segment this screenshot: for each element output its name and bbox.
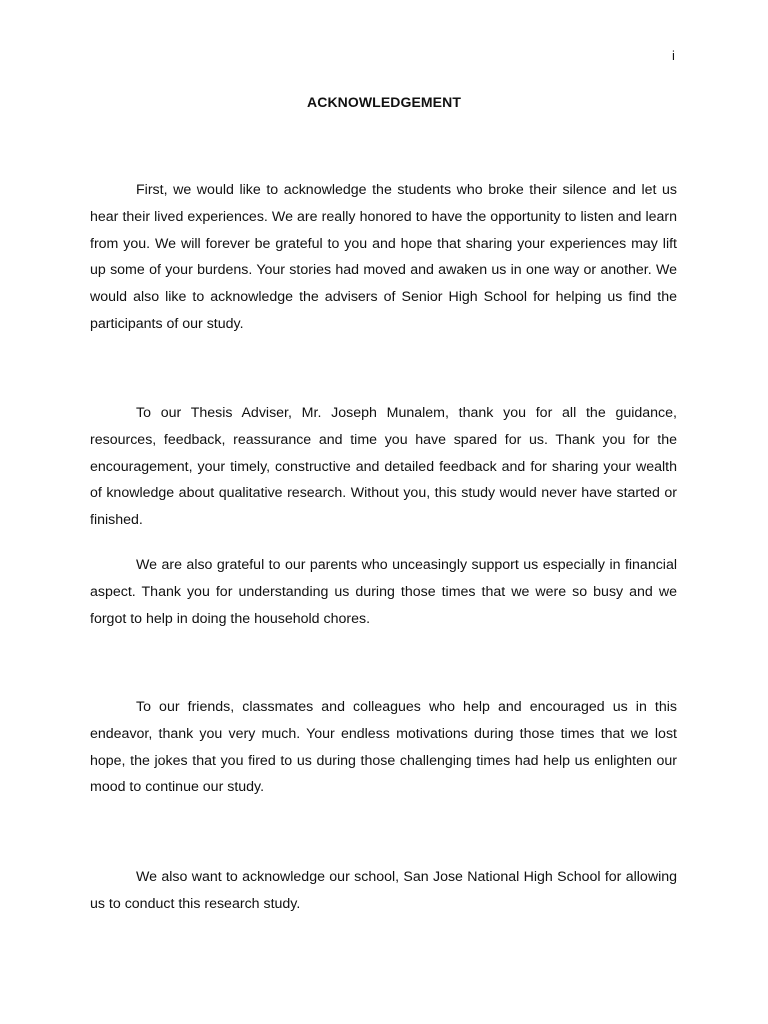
page-title: ACKNOWLEDGEMENT <box>307 94 461 110</box>
page-number: i <box>672 48 675 63</box>
paragraph-parents: We are also grateful to our parents who unceasingly support us especially in financial aspect. Thank you for understanding us during those times that we were so busy and we forgot to help in doing the household chores. <box>90 557 677 627</box>
paragraph-thesis-adviser: To our Thesis Adviser, Mr. Joseph Munalem, thank you for all the guidance, resources, feedback, reassurance and time you have spared for us. Thank you for the encouragement, your timely, constructive and detailed feedback and for sharing your wealth of knowledge about qualitative research. Without you, this study would never have started or finished. <box>90 405 677 529</box>
paragraph-students: First, we would like to acknowledge the students who broke their silence and let us hear their lived experiences. We are really honored to have the opportunity to listen and learn from you. We will forever be grateful to you and hope that sharing your experiences may lift up some of your burdens. Your stories had moved and awaken us in one way or another. We would also like to acknowledge the advisers of Senior High School for helping us find the participants of our study. <box>90 182 677 332</box>
paragraph-school: We also want to acknowledge our school, San Jose National High School for allowing us to conduct this research study. <box>90 869 677 912</box>
paragraph-friends: To our friends, classmates and colleagues who help and encouraged us in this endeavor, thank you very much. Your endless motivations during those times that we lost hope, the jokes that you fired to us during those challenging times had help us enlighten our mood to continue our study. <box>90 699 677 796</box>
